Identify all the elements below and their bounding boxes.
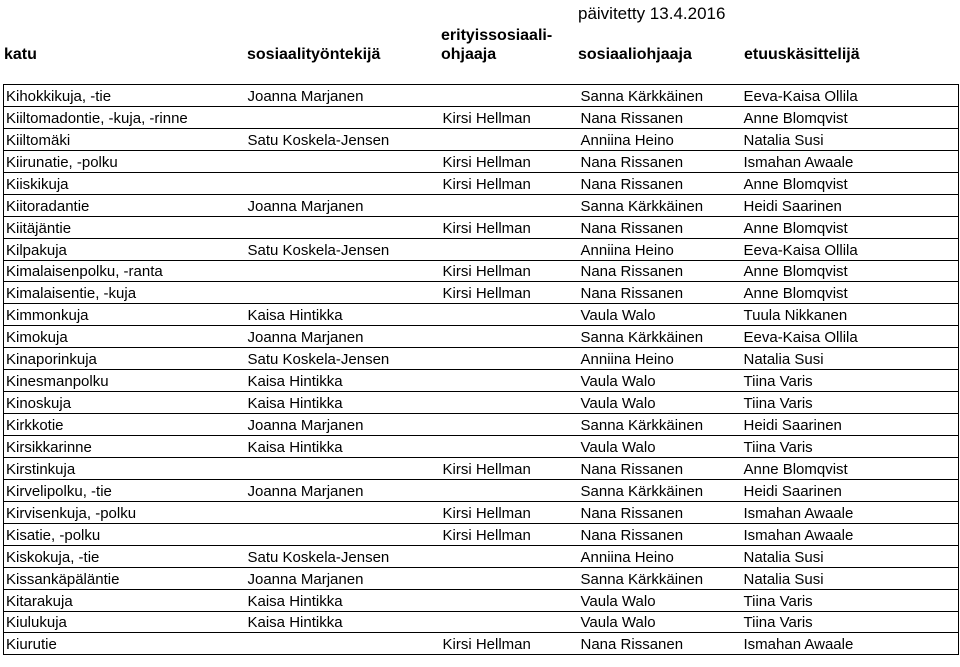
special-supervisor-cell: Kirsi Hellman xyxy=(441,106,579,128)
benefit-handler-cell: Tiina Varis xyxy=(742,436,959,458)
table-row xyxy=(4,611,959,633)
table-row xyxy=(4,150,959,172)
social-supervisor-cell: Nana Rissanen xyxy=(579,216,742,238)
social-supervisor-cell: Sanna Kärkkäinen xyxy=(579,479,742,501)
benefit-handler-cell: Anne Blomqvist xyxy=(742,260,959,282)
benefit-handler-cell: Heidi Saarinen xyxy=(742,414,959,436)
benefit-handler-cell: Ismahan Awaale xyxy=(742,150,959,172)
social-worker-cell: Kaisa Hintikka xyxy=(246,436,441,458)
benefit-handler-cell: Tiina Varis xyxy=(742,589,959,611)
street-cell: Kiiskikuja xyxy=(4,172,246,194)
special-supervisor-cell: Kirsi Hellman xyxy=(441,523,579,545)
social-worker-cell: Joanna Marjanen xyxy=(246,479,441,501)
social-supervisor-cell: Vaula Walo xyxy=(579,611,742,633)
social-worker-cell xyxy=(246,282,441,304)
benefit-handler-cell: Tuula Nikkanen xyxy=(742,304,959,326)
special-supervisor-cell xyxy=(441,545,579,567)
special-supervisor-cell xyxy=(441,304,579,326)
social-worker-cell: Kaisa Hintikka xyxy=(246,392,441,414)
social-worker-cell: Satu Koskela-Jensen xyxy=(246,238,441,260)
social-worker-cell: Joanna Marjanen xyxy=(246,85,441,107)
social-supervisor-cell: Sanna Kärkkäinen xyxy=(579,194,742,216)
benefit-handler-cell: Anne Blomqvist xyxy=(742,457,959,479)
table-row xyxy=(4,194,959,216)
street-cell: Kimokuja xyxy=(4,326,246,348)
street-cell: Kissankäpäläntie xyxy=(4,567,246,589)
social-supervisor-cell: Vaula Walo xyxy=(579,392,742,414)
social-supervisor-cell: Vaula Walo xyxy=(579,589,742,611)
table-row xyxy=(4,589,959,611)
header-special-line1: erityissosiaali- xyxy=(441,27,553,44)
social-supervisor-cell: Nana Rissanen xyxy=(579,523,742,545)
social-worker-cell: Joanna Marjanen xyxy=(246,414,441,436)
social-worker-cell: Kaisa Hintikka xyxy=(246,589,441,611)
social-supervisor-cell: Nana Rissanen xyxy=(579,501,742,523)
street-cell: Kinaporinkuja xyxy=(4,348,246,370)
table-row xyxy=(4,523,959,545)
special-supervisor-cell: Kirsi Hellman xyxy=(441,457,579,479)
table-row xyxy=(4,633,959,655)
street-cell: Kihokkikuja, -tie xyxy=(4,85,246,107)
social-supervisor-cell: Nana Rissanen xyxy=(579,260,742,282)
benefit-handler-cell: Natalia Susi xyxy=(742,545,959,567)
benefit-handler-cell: Anne Blomqvist xyxy=(742,216,959,238)
special-supervisor-cell xyxy=(441,85,579,107)
social-worker-cell: Satu Koskela-Jensen xyxy=(246,128,441,150)
table-row xyxy=(4,326,959,348)
updated-date: päivitetty 13.4.2016 xyxy=(578,4,726,23)
special-supervisor-cell xyxy=(441,589,579,611)
social-supervisor-cell: Anniina Heino xyxy=(579,348,742,370)
social-worker-cell xyxy=(246,106,441,128)
street-cell: Kinoskuja xyxy=(4,392,246,414)
street-cell: Kiirunatie, -polku xyxy=(4,150,246,172)
benefit-handler-cell: Heidi Saarinen xyxy=(742,194,959,216)
special-supervisor-cell xyxy=(441,128,579,150)
street-cell: Kisatie, -polku xyxy=(4,523,246,545)
special-supervisor-cell: Kirsi Hellman xyxy=(441,150,579,172)
street-cell: Kiulukuja xyxy=(4,611,246,633)
social-worker-cell: Joanna Marjanen xyxy=(246,194,441,216)
street-cell: Kinesmanpolku xyxy=(4,370,246,392)
social-worker-cell: Kaisa Hintikka xyxy=(246,304,441,326)
table-row xyxy=(4,501,959,523)
table-row xyxy=(4,106,959,128)
table-row xyxy=(4,457,959,479)
header-social-supervisor: sosiaaliohjaaja xyxy=(578,46,692,63)
social-supervisor-cell: Nana Rissanen xyxy=(579,150,742,172)
social-worker-cell: Satu Koskela-Jensen xyxy=(246,545,441,567)
assignment-table xyxy=(3,84,959,655)
special-supervisor-cell xyxy=(441,392,579,414)
social-supervisor-cell: Sanna Kärkkäinen xyxy=(579,326,742,348)
benefit-handler-cell: Natalia Susi xyxy=(742,128,959,150)
special-supervisor-cell: Kirsi Hellman xyxy=(441,633,579,655)
table-row xyxy=(4,128,959,150)
street-cell: Kimalaisenpolku, -ranta xyxy=(4,260,246,282)
street-cell: Kimmonkuja xyxy=(4,304,246,326)
social-worker-cell xyxy=(246,457,441,479)
header-special-social-supervisor xyxy=(441,26,552,64)
benefit-handler-cell: Tiina Varis xyxy=(742,392,959,414)
benefit-handler-cell: Tiina Varis xyxy=(742,370,959,392)
table-row xyxy=(4,567,959,589)
social-supervisor-cell: Vaula Walo xyxy=(579,304,742,326)
table-row xyxy=(4,348,959,370)
social-worker-cell xyxy=(246,150,441,172)
social-worker-cell xyxy=(246,633,441,655)
benefit-handler-cell: Heidi Saarinen xyxy=(742,479,959,501)
benefit-handler-cell: Tiina Varis xyxy=(742,611,959,633)
social-worker-cell: Satu Koskela-Jensen xyxy=(246,348,441,370)
social-worker-cell xyxy=(246,216,441,238)
social-supervisor-cell: Nana Rissanen xyxy=(579,457,742,479)
header-street: katu xyxy=(4,46,37,63)
social-worker-cell xyxy=(246,260,441,282)
social-worker-cell: Kaisa Hintikka xyxy=(246,370,441,392)
table-row xyxy=(4,304,959,326)
social-supervisor-cell: Vaula Walo xyxy=(579,436,742,458)
benefit-handler-cell: Ismahan Awaale xyxy=(742,501,959,523)
special-supervisor-cell: Kirsi Hellman xyxy=(441,172,579,194)
special-supervisor-cell xyxy=(441,479,579,501)
special-supervisor-cell: Kirsi Hellman xyxy=(441,216,579,238)
benefit-handler-cell: Natalia Susi xyxy=(742,348,959,370)
social-supervisor-cell: Nana Rissanen xyxy=(579,172,742,194)
street-cell: Kiiltomadontie, -kuja, -rinne xyxy=(4,106,246,128)
header-benefit-handler: etuuskäsittelijä xyxy=(744,46,860,63)
social-supervisor-cell: Anniina Heino xyxy=(579,238,742,260)
street-cell: Kirstinkuja xyxy=(4,457,246,479)
special-supervisor-cell: Kirsi Hellman xyxy=(441,260,579,282)
benefit-handler-cell: Natalia Susi xyxy=(742,567,959,589)
table-row xyxy=(4,172,959,194)
social-supervisor-cell: Vaula Walo xyxy=(579,370,742,392)
header-special-line2: ohjaaja xyxy=(441,46,497,63)
street-cell: Kirsikkarinne xyxy=(4,436,246,458)
special-supervisor-cell: Kirsi Hellman xyxy=(441,501,579,523)
street-cell: Kirkkotie xyxy=(4,414,246,436)
social-supervisor-cell: Anniina Heino xyxy=(579,545,742,567)
table-row xyxy=(4,436,959,458)
table-row xyxy=(4,216,959,238)
benefit-handler-cell: Anne Blomqvist xyxy=(742,282,959,304)
special-supervisor-cell xyxy=(441,238,579,260)
table-row xyxy=(4,479,959,501)
social-worker-cell: Kaisa Hintikka xyxy=(246,611,441,633)
special-supervisor-cell xyxy=(441,567,579,589)
table-row xyxy=(4,238,959,260)
social-worker-cell: Joanna Marjanen xyxy=(246,567,441,589)
social-worker-cell xyxy=(246,501,441,523)
social-supervisor-cell: Nana Rissanen xyxy=(579,282,742,304)
special-supervisor-cell xyxy=(441,370,579,392)
table-row xyxy=(4,545,959,567)
header-social-worker: sosiaalityöntekijä xyxy=(247,46,381,63)
street-cell: Kirvisenkuja, -polku xyxy=(4,501,246,523)
social-supervisor-cell: Sanna Kärkkäinen xyxy=(579,414,742,436)
table-row xyxy=(4,414,959,436)
benefit-handler-cell: Anne Blomqvist xyxy=(742,106,959,128)
table-row xyxy=(4,282,959,304)
social-supervisor-cell: Nana Rissanen xyxy=(579,633,742,655)
benefit-handler-cell: Eeva-Kaisa Ollila xyxy=(742,85,959,107)
street-cell: Kiitoradantie xyxy=(4,194,246,216)
street-cell: Kiurutie xyxy=(4,633,246,655)
street-cell: Kilpakuja xyxy=(4,238,246,260)
table-row xyxy=(4,370,959,392)
table-row xyxy=(4,260,959,282)
special-supervisor-cell xyxy=(441,611,579,633)
special-supervisor-cell xyxy=(441,194,579,216)
special-supervisor-cell xyxy=(441,414,579,436)
street-cell: Kimalaisentie, -kuja xyxy=(4,282,246,304)
social-worker-cell: Joanna Marjanen xyxy=(246,326,441,348)
benefit-handler-cell: Ismahan Awaale xyxy=(742,523,959,545)
social-supervisor-cell: Nana Rissanen xyxy=(579,106,742,128)
benefit-handler-cell: Eeva-Kaisa Ollila xyxy=(742,326,959,348)
social-supervisor-cell: Anniina Heino xyxy=(579,128,742,150)
special-supervisor-cell xyxy=(441,348,579,370)
social-worker-cell xyxy=(246,523,441,545)
street-cell: Kiskokuja, -tie xyxy=(4,545,246,567)
street-cell: Kirvelipolku, -tie xyxy=(4,479,246,501)
street-cell: Kiiltomäki xyxy=(4,128,246,150)
benefit-handler-cell: Ismahan Awaale xyxy=(742,633,959,655)
special-supervisor-cell xyxy=(441,436,579,458)
table-row xyxy=(4,85,959,107)
social-supervisor-cell: Sanna Kärkkäinen xyxy=(579,85,742,107)
street-cell: Kitarakuja xyxy=(4,589,246,611)
street-cell: Kiitäjäntie xyxy=(4,216,246,238)
special-supervisor-cell: Kirsi Hellman xyxy=(441,282,579,304)
special-supervisor-cell xyxy=(441,326,579,348)
benefit-handler-cell: Anne Blomqvist xyxy=(742,172,959,194)
benefit-handler-cell: Eeva-Kaisa Ollila xyxy=(742,238,959,260)
social-supervisor-cell: Sanna Kärkkäinen xyxy=(579,567,742,589)
table-row xyxy=(4,392,959,414)
social-worker-cell xyxy=(246,172,441,194)
